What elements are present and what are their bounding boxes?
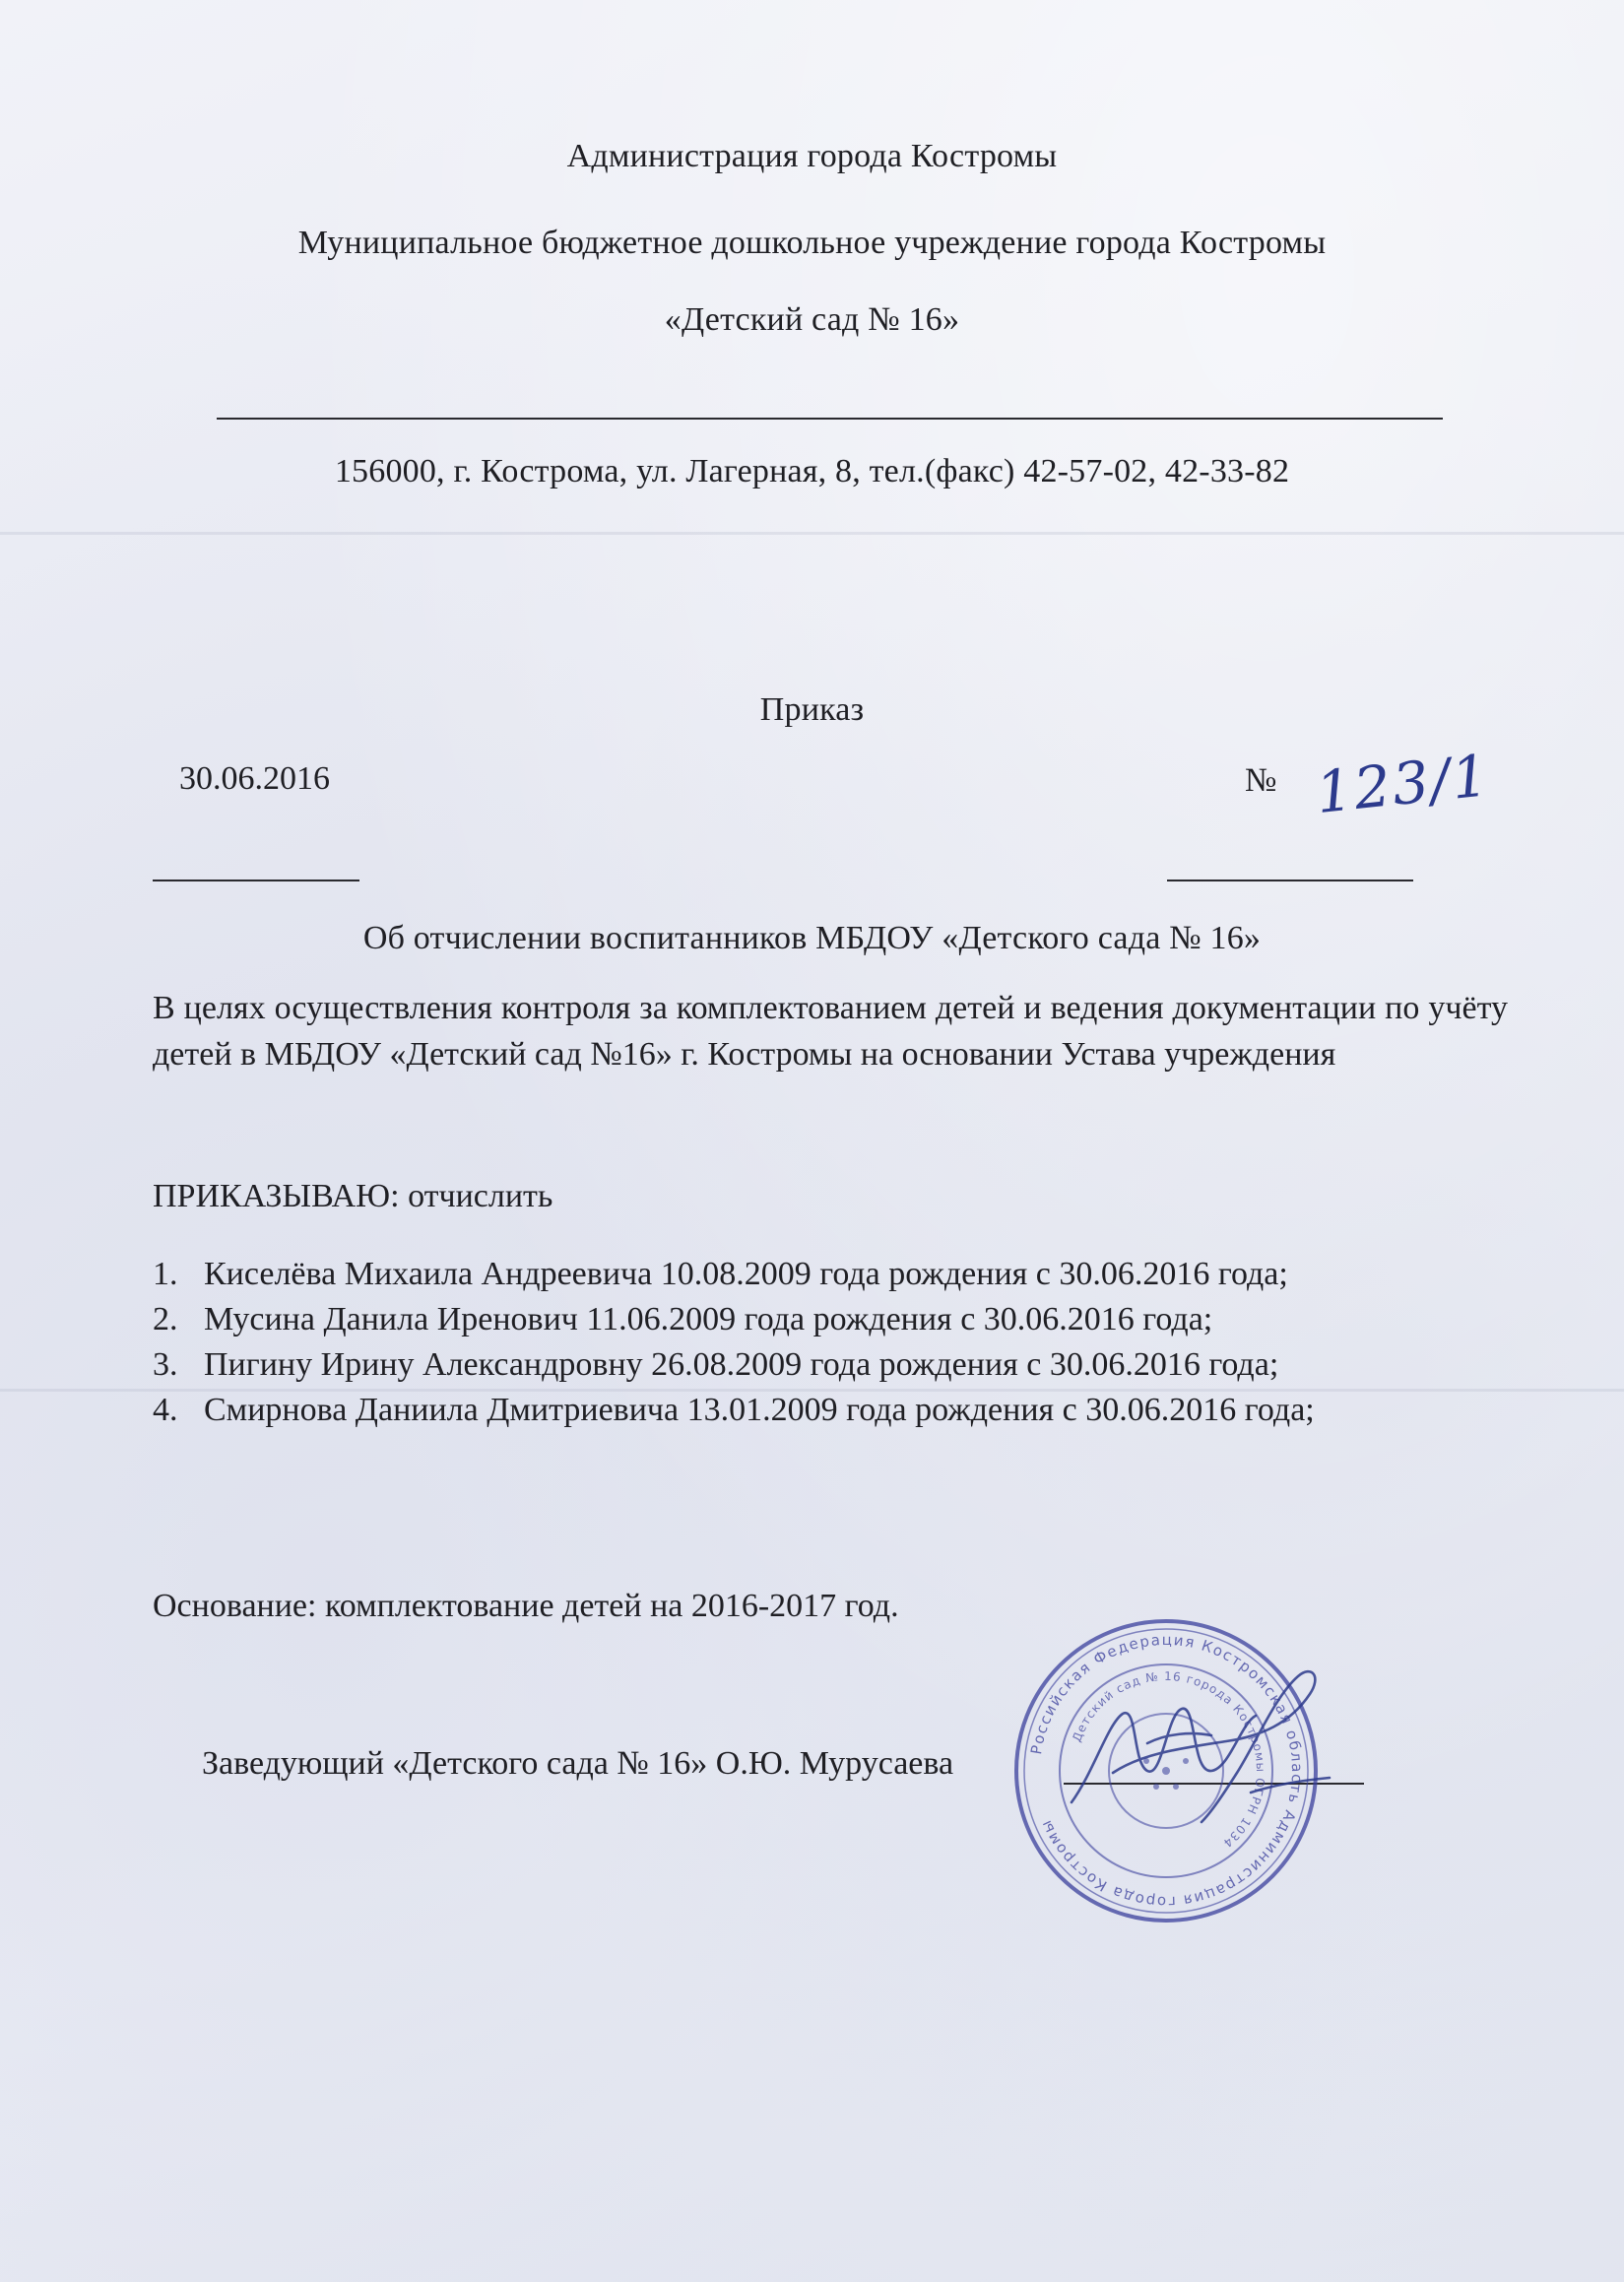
- list-item-number: 1.: [153, 1256, 178, 1292]
- number-underline: [1167, 880, 1413, 881]
- order-decree: ПРИКАЗЫВАЮ: отчислить: [153, 1178, 553, 1214]
- paper-crease: [0, 532, 1624, 535]
- list-item: [153, 1297, 1315, 1342]
- list-item: [153, 1342, 1315, 1388]
- order-number-label: №: [1245, 762, 1277, 799]
- order-preamble: В целях осуществления контроля за комплектованием детей и ведения документации по учёту детей в МБДОУ «Детский сад №16» г. Костромы на основании Устава учреждения: [153, 990, 1508, 1073]
- expelled-children-list: [153, 1252, 1315, 1433]
- org-short-name: «Детский сад № 16»: [664, 301, 960, 338]
- seal-inner-text: Детский сад № 16 города Костромы ОГРН 1034: [1070, 1668, 1268, 1851]
- list-item: [153, 1252, 1315, 1297]
- date-underline: [153, 880, 359, 881]
- list-item-text: Смирнова Даниила Дмитриевича 13.01.2009 года рождения с 30.06.2016 года;: [204, 1392, 1315, 1428]
- list-item: [153, 1388, 1315, 1433]
- seal-outer-text: Российская Федерация Костромская область Администрация города Костромы: [1027, 1630, 1307, 1912]
- list-item-text: Мусина Данила Иренович 11.06.2009 года рождения с 30.06.2016 года;: [204, 1301, 1213, 1337]
- list-item-text: Киселёва Михаила Андреевича 10.08.2009 года рождения с 30.06.2016 года;: [204, 1256, 1288, 1292]
- order-basis: Основание: комплектование детей на 2016-2017 год.: [153, 1588, 899, 1624]
- order-date: 30.06.2016: [179, 760, 330, 797]
- order-subject: Об отчислении воспитанников МБДОУ «Детского сада № 16»: [362, 920, 1262, 956]
- list-item-number: 4.: [153, 1392, 178, 1428]
- order-number-handwritten: 123/1: [1312, 741, 1494, 827]
- list-item-number: 2.: [153, 1301, 178, 1337]
- org-address: 156000, г. Кострома, ул. Лагерная, 8, тел.(факс) 42-57-02, 42-33-82: [334, 453, 1290, 489]
- letterhead-divider: [217, 418, 1443, 420]
- org-full-name: Муниципальное бюджетное дошкольное учреждение города Костромы: [297, 225, 1327, 261]
- signatory: Заведующий «Детского сада № 16» О.Ю. Мурусаева: [202, 1745, 954, 1782]
- order-title: Приказ: [759, 691, 865, 728]
- list-item-number: 3.: [153, 1346, 178, 1383]
- org-admin-name: Администрация города Костромы: [566, 138, 1058, 174]
- handwritten-signature: [1054, 1655, 1349, 1852]
- list-item-text: Пигину Ирину Александровну 26.08.2009 года рождения с 30.06.2016 года;: [204, 1346, 1279, 1383]
